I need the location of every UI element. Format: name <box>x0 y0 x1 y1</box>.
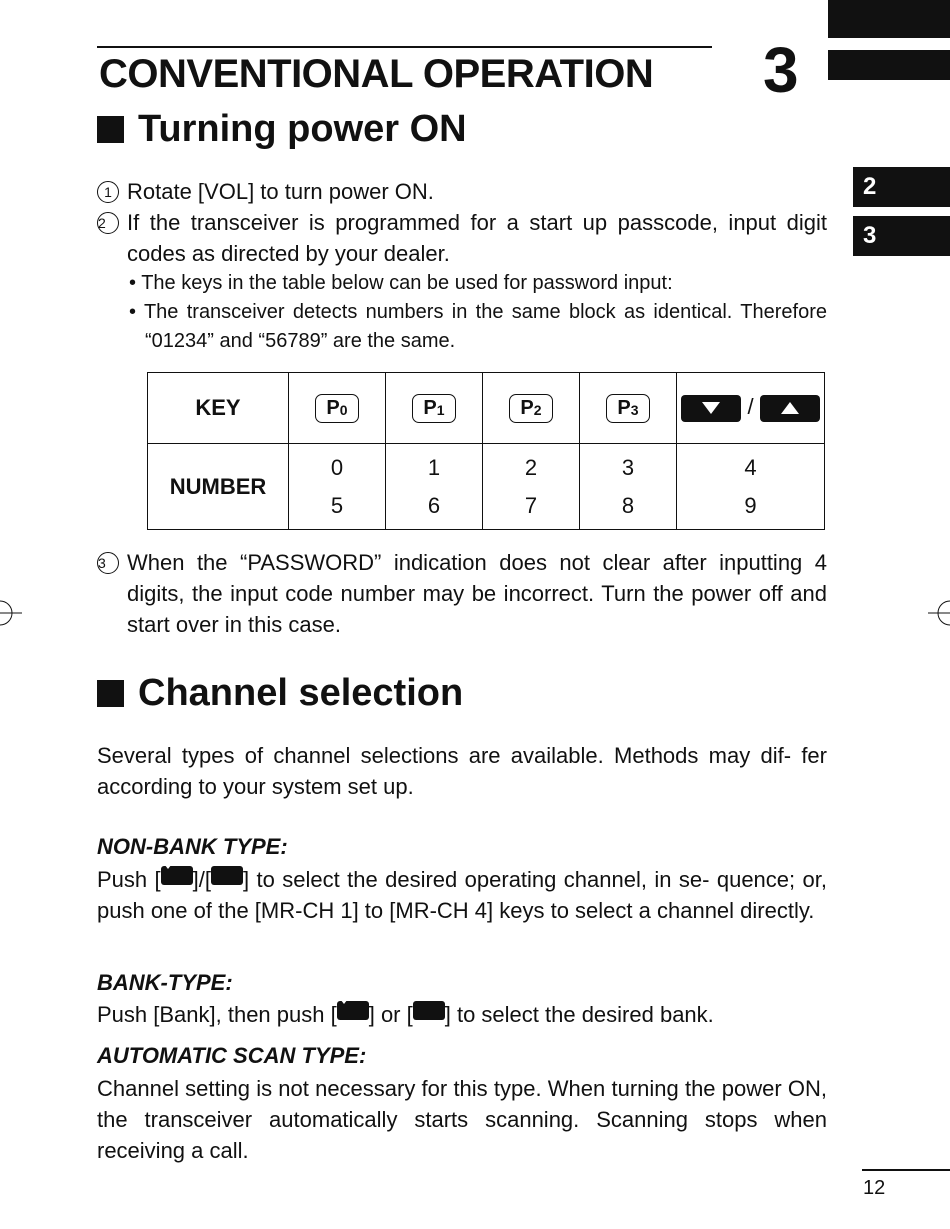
down-key-icon <box>681 395 741 422</box>
step-number: 1 <box>97 181 119 203</box>
up-key-icon <box>413 1001 445 1020</box>
p3-key: $P_3$ <box>606 394 649 423</box>
registration-mark-right <box>928 598 950 628</box>
section-title-channel: Channel selection <box>97 672 463 715</box>
corner-tab-bottom <box>828 50 950 80</box>
registration-mark-left <box>0 598 24 628</box>
step-2: 2 If the transceiver is programmed for a start up passcode, input digit codes as directed by your dealer. <box>98 210 827 266</box>
p0-key: $P_0$ <box>315 394 358 423</box>
down-key-icon <box>161 866 193 885</box>
header-rule <box>97 46 712 48</box>
step-3: 3 When the “PASSWORD” indication does not clear after inputting 4 digits, the input code number may be incorrect. Turn the power off and start over in this case. <box>98 550 827 637</box>
arrow-numbers: 4 9 <box>677 444 825 530</box>
step-1: 1 Rotate [VOL] to turn power ON. <box>97 176 827 207</box>
page-number: 12 <box>863 1177 886 1199</box>
chapter-number: 3 <box>763 34 799 106</box>
square-bullet-icon <box>97 680 124 707</box>
section-title-power: Turning power ON <box>97 108 467 151</box>
p0-numbers: 0 5 <box>289 444 386 530</box>
bank-heading: BANK-TYPE: <box>97 970 233 995</box>
key-header: KEY <box>148 373 289 444</box>
footer-rule <box>862 1169 950 1171</box>
up-key-icon <box>211 866 243 885</box>
auto-scan-heading: AUTOMATIC SCAN TYPE: <box>97 1043 367 1068</box>
corner-tab-top <box>828 0 950 38</box>
password-key-table: KEY $P_0$ $P_1$ $P_2$ $P_3$ / NUMBER 0 5 1 6 2 7 3 8 4 9 <box>147 372 825 530</box>
bank-text: Push [Bank], then push [ ] or [ ] to select the desired bank. <box>97 999 837 1030</box>
step-number: 3 <box>97 552 119 574</box>
down-key-icon <box>337 1001 369 1020</box>
chapter-title: CONVENTIONAL OPERATION <box>99 52 654 96</box>
p2-key: $P_2$ <box>509 394 552 423</box>
p1-numbers: 1 6 <box>386 444 483 530</box>
bullet-2: • The transceiver detects numbers in the same block as identical. Therefore “01234” and “56789” are the same. <box>129 301 827 352</box>
number-header: NUMBER <box>148 444 289 530</box>
square-bullet-icon <box>97 116 124 143</box>
p1-key: $P_1$ <box>412 394 455 423</box>
bullet-1: • The keys in the table below can be used for password input: <box>129 272 673 294</box>
p2-numbers: 2 7 <box>483 444 580 530</box>
up-key-icon <box>760 395 820 422</box>
channel-intro: Several types of channel selections are available. Methods may dif- fer according to your system set up. <box>97 743 827 799</box>
side-tab-2: 2 <box>853 167 950 207</box>
nonbank-text: Push [ ]/[ ] to select the desired operating channel, in se- quence; or, push one of the [MR-CH 1] to [MR-CH 4] keys to select a channel directly. <box>97 864 827 926</box>
p3-numbers: 3 8 <box>580 444 677 530</box>
nonbank-heading: NON-BANK TYPE: <box>97 834 288 859</box>
auto-scan-text: Channel setting is not necessary for this type. When turning the power ON, the transceiver automatically starts scanning. Scanning stops when receiving a call. <box>97 1076 827 1163</box>
side-tab-3: 3 <box>853 216 950 256</box>
step-number: 2 <box>97 212 119 234</box>
